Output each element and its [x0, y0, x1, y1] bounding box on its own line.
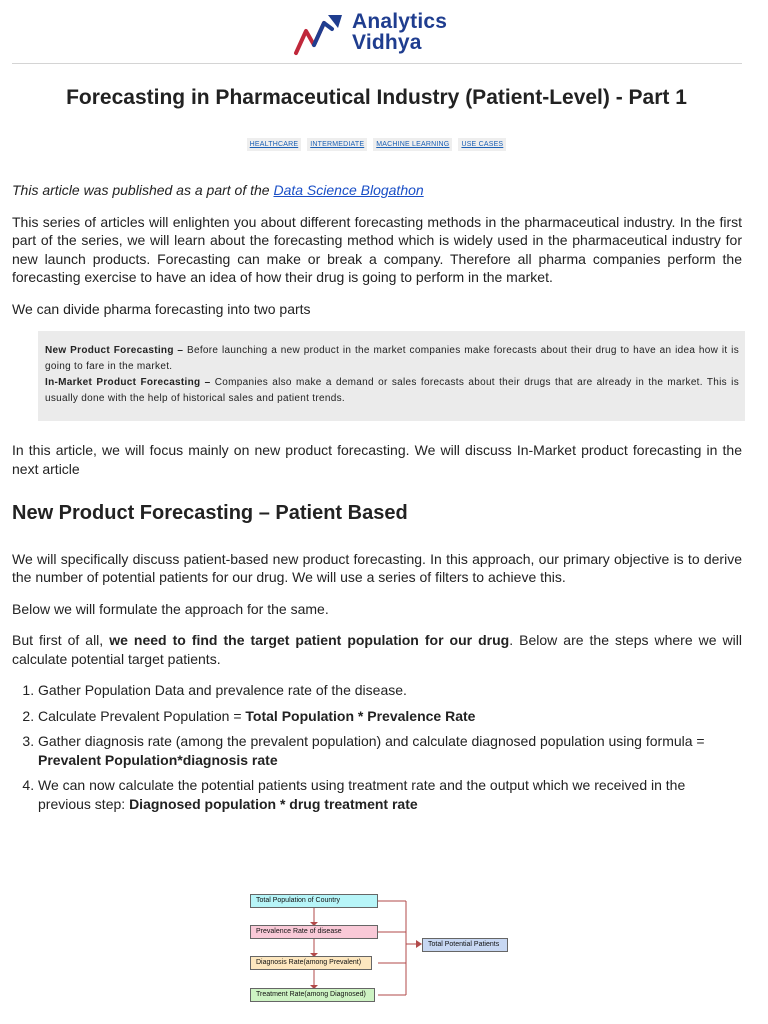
logo-chart-icon [292, 13, 350, 57]
header-divider [12, 63, 742, 64]
site-header [0, 0, 768, 62]
diagram-box-diagnosis-rate: Diagnosis Rate(among Prevalent) [250, 956, 372, 970]
target-text-a: But first of all, [12, 632, 110, 648]
intro-paragraph: This series of articles will enlighten you about different forecasting methods in the pharmaceutical industry. In the first part of the series, we will learn about the forecasting method which is widely used in the pharmaceutical industry for new launch products. Forecasting can make or break a company. Therefore all pharma companies perform the forecasting exercise to have an idea of how their drug is going to perform in the market. [12, 213, 742, 285]
step-text: We can now calculate the potential patients using treatment rate and the output which we received in the previous step: [38, 777, 686, 812]
patient-funnel-diagram [246, 887, 516, 1007]
article-title: Forecasting in Pharmaceutical Industry (Patient-Level) - Part 1 [66, 86, 687, 109]
step-bold: Prevalent Population*diagnosis rate [38, 751, 278, 768]
section-heading: New Product Forecasting – Patient Based [12, 502, 408, 524]
tag-intermediate[interactable]: INTERMEDIATE [307, 138, 367, 151]
tag-use-cases[interactable]: USE CASES [458, 138, 506, 151]
steps-list [12, 681, 742, 813]
published-prefix: This article was published as a part of the [12, 182, 274, 198]
step-text: Gather diagnosis rate (among the prevalent population) and calculate diagnosed population using formula = [38, 733, 705, 749]
quote-item1-text: Before launching a new product in the market companies make forecasts about their drug to have an idea how it is going to fare in the market. [45, 345, 739, 372]
target-paragraph [12, 631, 742, 668]
article-body [12, 181, 742, 820]
step-text: Gather Population Data and prevalence rate of the disease. [38, 682, 407, 698]
step-item [38, 681, 742, 700]
forecast-types-quote [38, 331, 745, 421]
step-item [38, 707, 742, 726]
step-item [38, 776, 742, 813]
brand-line2: Vidhya [352, 31, 422, 54]
blogathon-link[interactable]: Data Science Blogathon [273, 182, 424, 198]
diagram-box-treatment-rate: Treatment Rate(among Diagnosed) [250, 988, 375, 1002]
quote-item2-text: Companies also make a demand or sales forecasts about their drugs that are already in the market. This is usually done with the help of historical sales and patient trends. [45, 377, 740, 404]
formulate-paragraph: Below we will formulate the approach for the same. [12, 600, 329, 617]
target-text-bold: we need to find the target patient population for our drug [109, 632, 510, 648]
published-note [12, 181, 742, 200]
diagram-box-total-population: Total Population of Country [250, 894, 378, 908]
quote-item2-title: In-Market Product Forecasting – [45, 377, 215, 388]
focus-paragraph: In this article, we will focus mainly on new product forecasting. We will discuss In-Market product forecasting in the next article [12, 442, 742, 477]
tag-list [0, 138, 753, 151]
step-bold: Diagnosed population * drug treatment rate [129, 795, 418, 812]
tag-healthcare[interactable]: HEALTHCARE [247, 138, 302, 151]
approach-paragraph: We will specifically discuss patient-based new product forecasting. In this approach, our primary objective is to derive the number of potential patients for our drug. We will use a series of filters to achieve this. [12, 550, 742, 585]
target-text-b: . Below are the steps where we will calculate potential target patients. [12, 632, 742, 667]
quote-item-in-market [45, 375, 739, 407]
divide-paragraph: We can divide pharma forecasting into two parts [12, 300, 311, 317]
tag-machine-learning[interactable]: MACHINE LEARNING [373, 138, 452, 151]
step-item [38, 732, 742, 769]
step-bold: Total Population * Prevalence Rate [245, 707, 476, 724]
diagram-box-prevalence-rate: Prevalence Rate of disease [250, 925, 378, 939]
quote-item1-title: New Product Forecasting – [45, 345, 188, 356]
brand-line1: Analytics [352, 10, 448, 33]
step-text: Calculate Prevalent Population = [38, 707, 246, 724]
logo-text [352, 11, 447, 53]
analytics-vidhya-logo[interactable] [292, 9, 464, 59]
diagram-box-total-potential-patients: Total Potential Patients [422, 938, 508, 952]
quote-item-new-product [45, 343, 739, 375]
